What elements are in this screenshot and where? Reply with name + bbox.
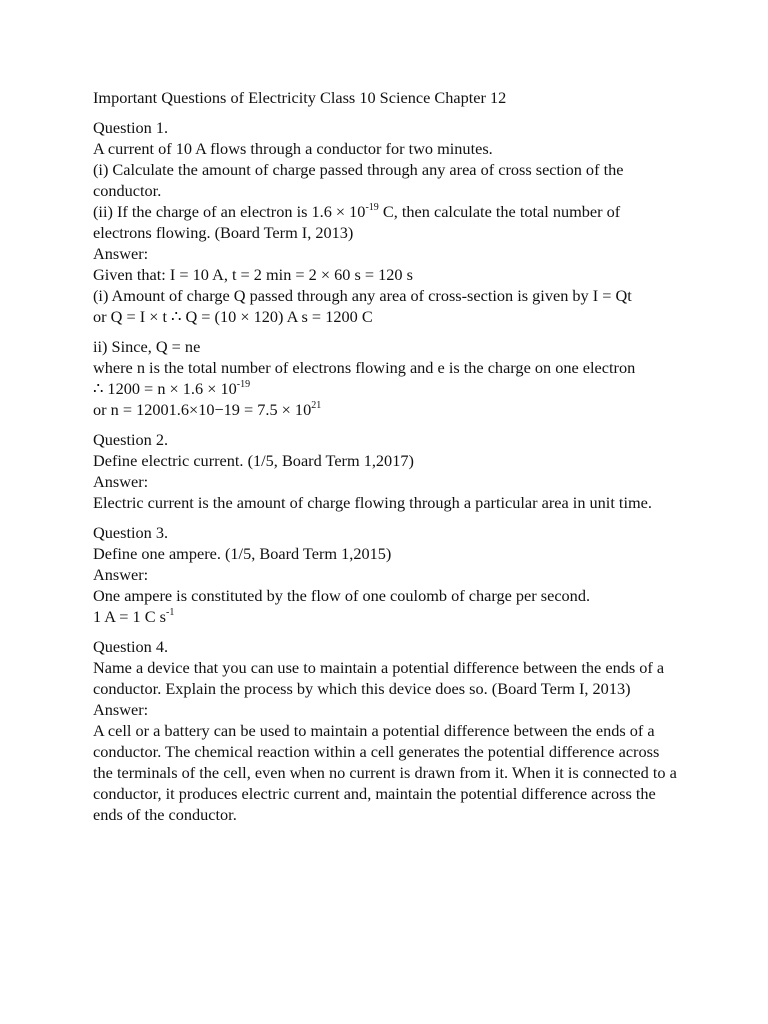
question-1-answer-ii-eq2-exponent: 21 xyxy=(311,399,322,411)
question-3-formula-exponent: -1 xyxy=(165,606,175,618)
question-1-answer-i-calc: or Q = I × t ∴ Q = (10 × 120) A s = 1200 C xyxy=(93,307,373,326)
question-1-answer-label: Answer: xyxy=(93,244,149,263)
question-1-label: Question 1. xyxy=(93,118,169,137)
question-3-formula-pre: 1 A = 1 C s xyxy=(93,607,166,626)
question-1-answer-ii-eq1-exponent: -19 xyxy=(236,378,251,390)
question-3-block xyxy=(93,522,683,627)
question-4-block xyxy=(93,636,683,825)
document-page xyxy=(93,87,683,834)
page-title: Important Questions of Electricity Class 10 Science Chapter 12 xyxy=(93,88,507,107)
question-1-answer-ii-eq2 xyxy=(93,399,683,420)
question-3-answer: One ampere is constituted by the flow of one coulomb of charge per second. xyxy=(93,586,591,605)
question-2-block xyxy=(93,429,683,513)
question-1-text: A current of 10 A flows through a conductor for two minutes. xyxy=(93,139,493,158)
question-1-block xyxy=(93,117,683,327)
question-4-text: Name a device that you can use to maintain a potential difference between the ends of a conductor. Explain the process by which this device does so. (Board Term I, 2013) xyxy=(93,658,665,698)
question-3-text: Define one ampere. (1/5, Board Term 1,2015) xyxy=(93,544,392,563)
question-2-answer-label: Answer: xyxy=(93,472,149,491)
question-2-answer: Electric current is the amount of charge flowing through a particular area in unit time. xyxy=(93,493,652,512)
question-3-answer-label: Answer: xyxy=(93,565,149,584)
question-4-answer: A cell or a battery can be used to maintain a potential difference between the ends of a conductor. The chemical reaction within a cell generates the potential difference across the terminals of the cell, even when no current is drawn from it. When it is connected to a conductor, it produces electric current and, maintain the potential difference across the ends of the conductor. xyxy=(93,721,677,824)
question-1-part-ii-pre: (ii) If the charge of an electron is 1.6 × 10 xyxy=(93,202,366,221)
question-2-text: Define electric current. (1/5, Board Term 1,2017) xyxy=(93,451,414,470)
question-1-part-ii xyxy=(93,201,683,243)
question-1-answer-ii-eq1 xyxy=(93,378,683,399)
question-1-part-ii-post: C, then calculate the total number of electrons flowing. (Board Term I, 2013) xyxy=(93,202,621,242)
question-4-label: Question 4. xyxy=(93,637,169,656)
question-3-formula xyxy=(93,606,683,627)
question-4-answer-label: Answer: xyxy=(93,700,149,719)
question-2-label: Question 2. xyxy=(93,430,169,449)
question-1-answer-ii-where: where n is the total number of electrons flowing and e is the charge on one electron xyxy=(93,358,636,377)
question-1-answer-ii-eq1-pre: ∴ 1200 = n × 1.6 × 10 xyxy=(93,379,237,398)
question-1-part-ii-answer-block xyxy=(93,336,683,420)
question-1-answer-ii: ii) Since, Q = ne xyxy=(93,337,201,356)
question-3-label: Question 3. xyxy=(93,523,169,542)
question-1-answer-i: (i) Amount of charge Q passed through any area of cross-section is given by I = Qt xyxy=(93,286,632,305)
question-1-part-ii-exponent: -19 xyxy=(365,201,379,213)
question-1-given: Given that: I = 10 A, t = 2 min = 2 × 60 s = 120 s xyxy=(93,265,413,284)
question-1-answer-ii-eq2-pre: or n = 12001.6×10−19 = 7.5 × 10 xyxy=(93,400,312,419)
question-1-part-i: (i) Calculate the amount of charge passed through any area of cross section of the conductor. xyxy=(93,160,624,200)
